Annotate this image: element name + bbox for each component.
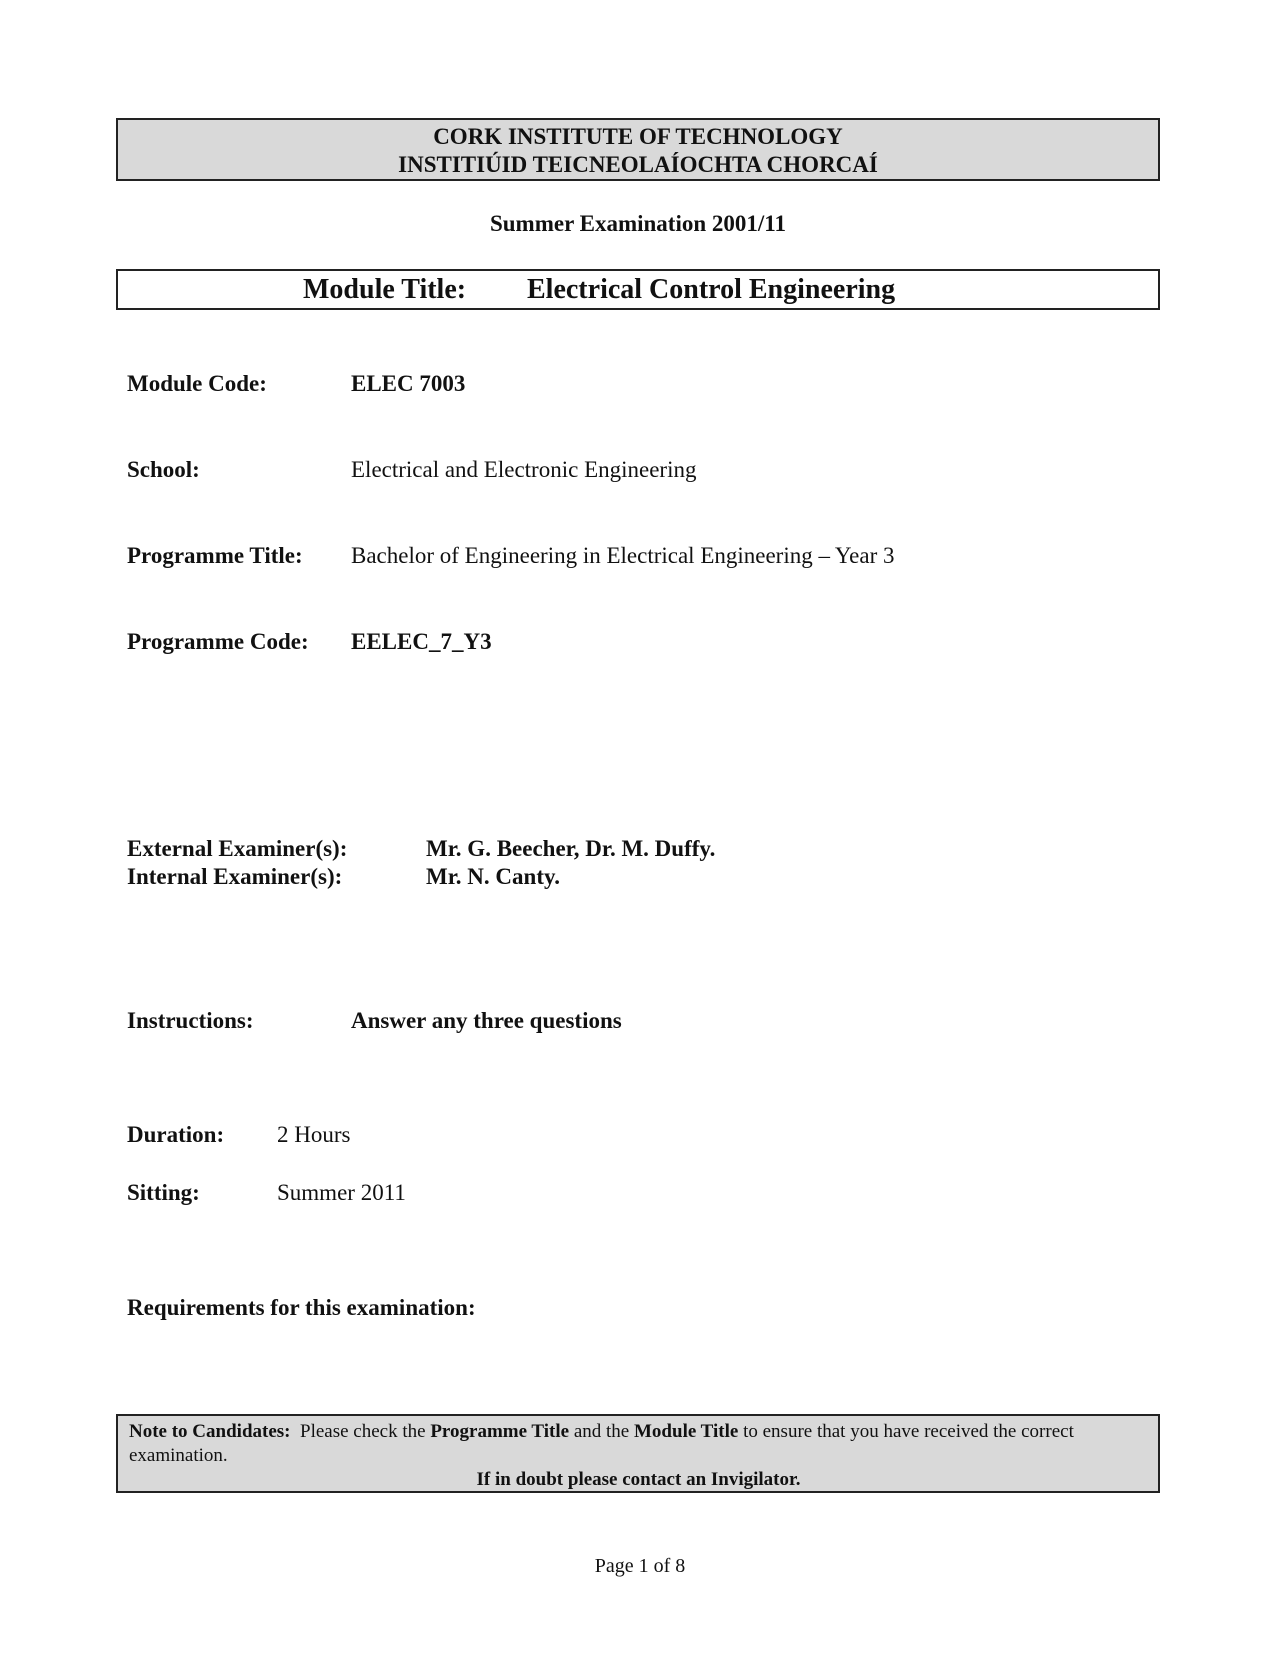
module-title-label: Module Title: bbox=[303, 274, 467, 305]
module-title-box bbox=[116, 269, 1160, 310]
institute-name-irish: INSTITIÚID TEICNEOLAÍOCHTA CHORCAÍ bbox=[398, 152, 878, 177]
institute-name-english: CORK INSTITUTE OF TECHNOLOGY bbox=[433, 124, 843, 149]
sitting-value: Summer 2011 bbox=[277, 1180, 406, 1205]
note-text-2: and the bbox=[573, 1421, 630, 1442]
note-text-1: Please check the bbox=[300, 1421, 426, 1442]
note-text-3: to ensure that you have received the correct examination. bbox=[129, 1421, 1074, 1466]
duration-value: 2 Hours bbox=[277, 1122, 351, 1147]
note-to-candidates-box bbox=[116, 1414, 1160, 1493]
page-number: Page 1 of 8 bbox=[594, 1555, 686, 1577]
school-value: Electrical and Electronic Engineering bbox=[351, 457, 697, 482]
note-module-title: Module Title bbox=[634, 1421, 739, 1442]
programme-code-label: Programme Code: bbox=[127, 629, 309, 654]
programme-title-value: Bachelor of Engineering in Electrical Engineering – Year 3 bbox=[351, 543, 895, 568]
internal-examiners-value: Mr. N. Canty. bbox=[426, 864, 560, 889]
programme-code-value: EELEC_7_Y3 bbox=[351, 629, 492, 654]
requirements-heading: Requirements for this examination: bbox=[127, 1295, 476, 1320]
duration-label: Duration: bbox=[127, 1122, 225, 1147]
instructions-label: Instructions: bbox=[127, 1008, 254, 1033]
external-examiners-value: Mr. G. Beecher, Dr. M. Duffy. bbox=[426, 836, 716, 861]
note-invigilator-line: If in doubt please contact an Invigilator. bbox=[476, 1469, 801, 1490]
module-code-value: ELEC 7003 bbox=[351, 371, 466, 396]
note-lead: Note to Candidates: bbox=[129, 1421, 291, 1442]
module-title-value: Electrical Control Engineering bbox=[527, 274, 896, 305]
note-programme-title: Programme Title bbox=[430, 1421, 570, 1442]
school-label: School: bbox=[127, 457, 200, 482]
programme-title-label: Programme Title: bbox=[127, 543, 303, 568]
instructions-value: Answer any three questions bbox=[351, 1008, 622, 1033]
internal-examiners-label: Internal Examiner(s): bbox=[127, 864, 343, 889]
exam-title: Summer Examination 2001/11 bbox=[489, 211, 787, 236]
sitting-label: Sitting: bbox=[127, 1180, 200, 1205]
module-code-label: Module Code: bbox=[127, 371, 267, 396]
institute-header-box bbox=[116, 118, 1160, 181]
external-examiners-label: External Examiner(s): bbox=[127, 836, 348, 861]
